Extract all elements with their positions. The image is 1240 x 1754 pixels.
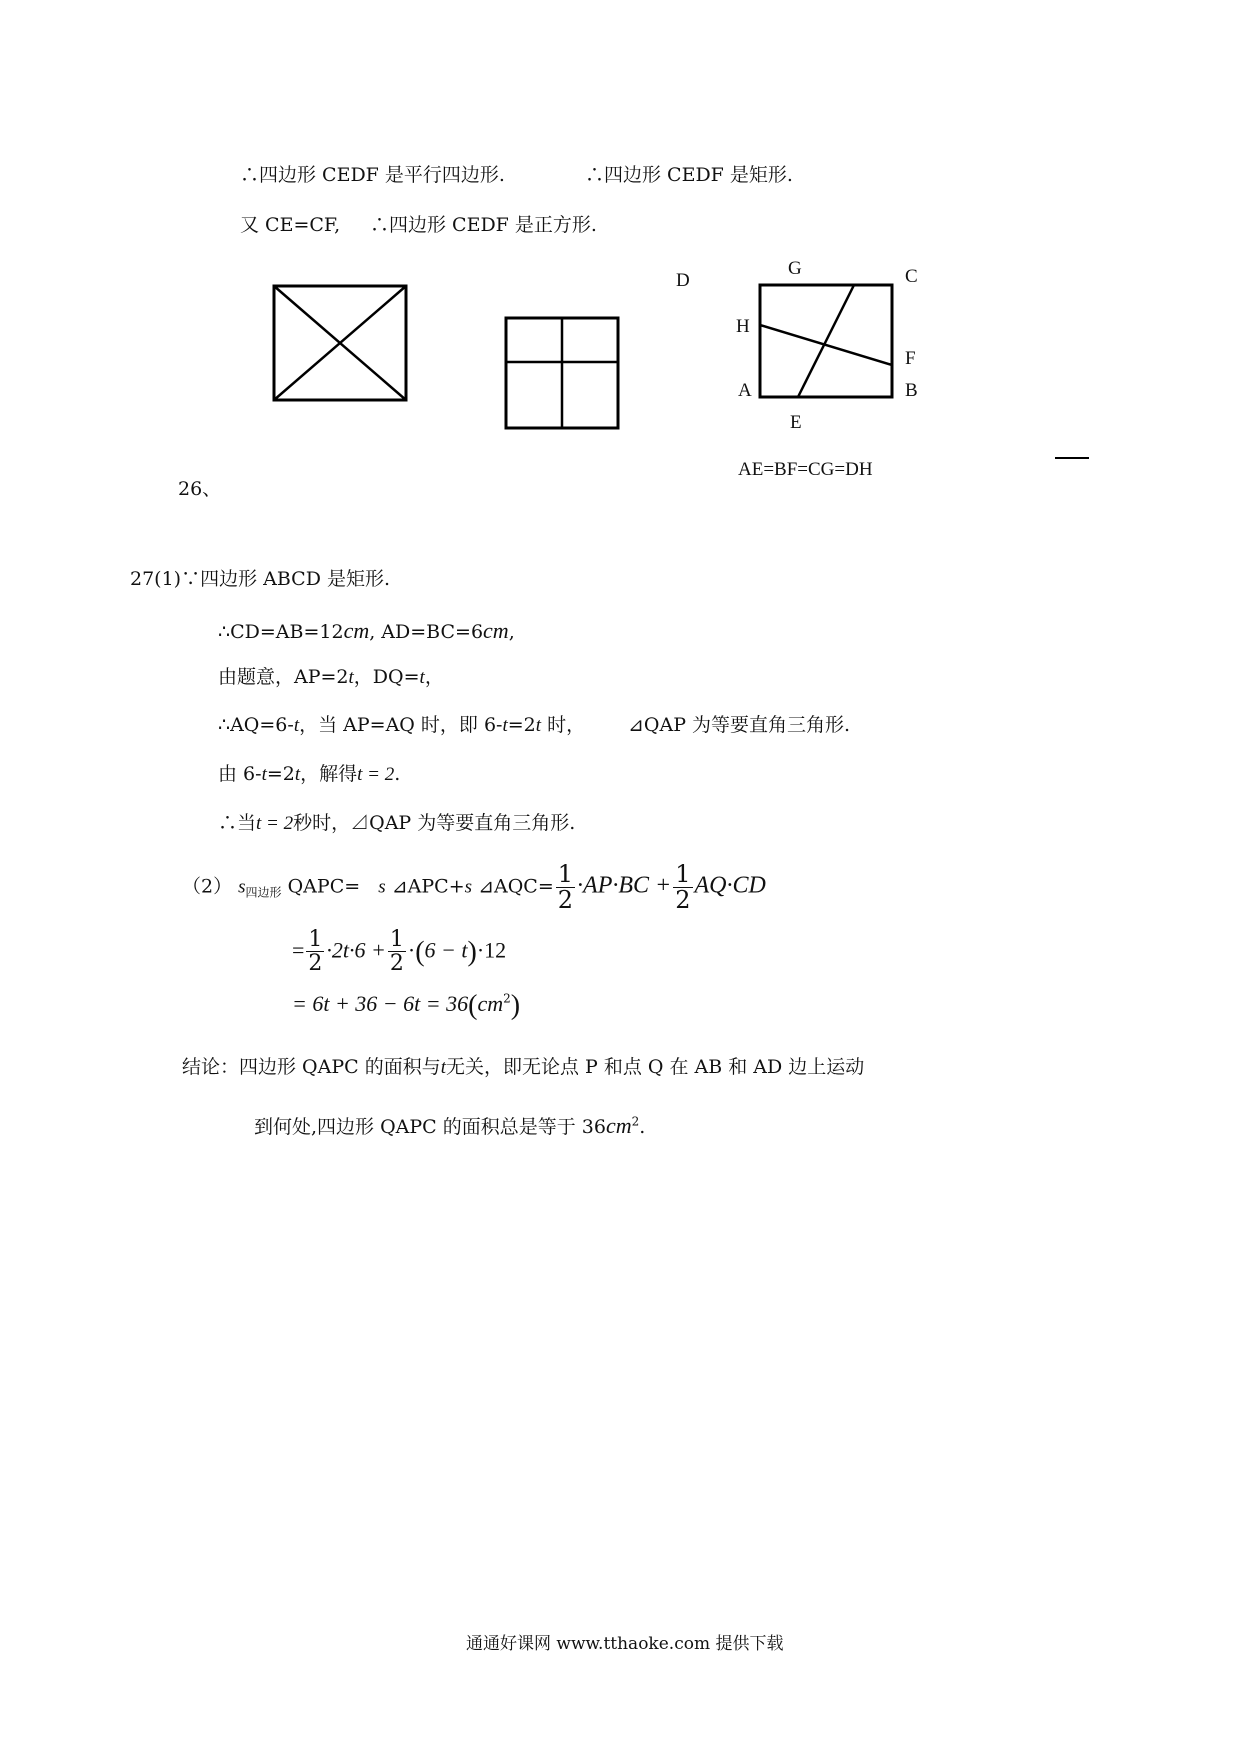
q27-part2-line2: = $\frac{1}{2}$ ·2t·6 + $\frac{1}{2}$ ·(6 − t)·12 <box>292 927 507 977</box>
fraction-half: $\frac{1}{2}$ <box>389 927 404 977</box>
page-footer: 通通好课网 www.tthaoke.com 提供下载 <box>466 1634 784 1654</box>
label-G: G <box>788 258 802 279</box>
fraction-half: $\frac{1}{2}$ <box>308 927 323 977</box>
q27-line3: 由题意，AP=2t，DQ=t， <box>218 666 444 688</box>
q27-part2-line1: （2） $s_{四边形}$ QAPC= s ⊿APC+s ⊿AQC= $\frac{1}{2}$ ·AP·BC + $\frac{1}{2}$ AQ·CD <box>182 860 766 915</box>
q25-line2a: 又 CE=CF, <box>240 214 341 236</box>
margin-dash <box>1055 457 1089 459</box>
label-C: C <box>905 266 918 287</box>
label-F: F <box>905 348 916 369</box>
figure-square-cross <box>504 316 620 430</box>
q27-line1: 27(1)∵四边形 ABCD 是矩形. <box>130 568 391 590</box>
q27-conclusion-line2: 到何处,四边形 QAPC 的面积总是等于 $36cm^2$. <box>254 1113 646 1138</box>
q27-line6: ∴当t = 2秒时，⊿QAP 为等要直角三角形. <box>218 812 576 834</box>
fraction-half: $\frac{1}{2}$ <box>557 860 574 915</box>
q26-caption: AE=BF=CG=DH <box>738 459 873 480</box>
label-A: A <box>738 380 752 401</box>
q25-line2b: ∴四边形 CEDF 是正方形. <box>370 214 597 236</box>
q27-line4e: ⊿QAP 为等要直角三角形. <box>628 714 851 736</box>
q25-line1b: ∴四边形 CEDF 是矩形. <box>585 164 793 186</box>
q27-line4: ∴AQ=6-t，当 AP=AQ 时，即 6-t=2t 时， <box>218 714 586 736</box>
label-E: E <box>790 412 802 433</box>
fraction-half: $\frac{1}{2}$ <box>675 860 691 915</box>
figure-square-abcd <box>758 283 894 399</box>
figure-square-diagonals <box>272 284 408 402</box>
label-D: D <box>676 270 690 291</box>
q27-part2-line3: = $6t + 36 - 6t = 36(cm^2)$ <box>292 990 521 1021</box>
q26-number: 26、 <box>178 478 222 500</box>
q27-line2: ∴CD=AB=12cm, AD=BC=6cm, <box>218 618 515 643</box>
q27-conclusion-line1: 结论：四边形 QAPC 的面积与t无关，即无论点 P 和点 Q 在 AB 和 AD 边上运动 <box>182 1056 865 1078</box>
label-B: B <box>905 380 918 401</box>
q27-line5: 由 6-t=2t，解得t = 2. <box>218 763 401 785</box>
label-H: H <box>736 316 750 337</box>
q25-line1a: ∴四边形 CEDF 是平行四边形. <box>240 164 505 186</box>
